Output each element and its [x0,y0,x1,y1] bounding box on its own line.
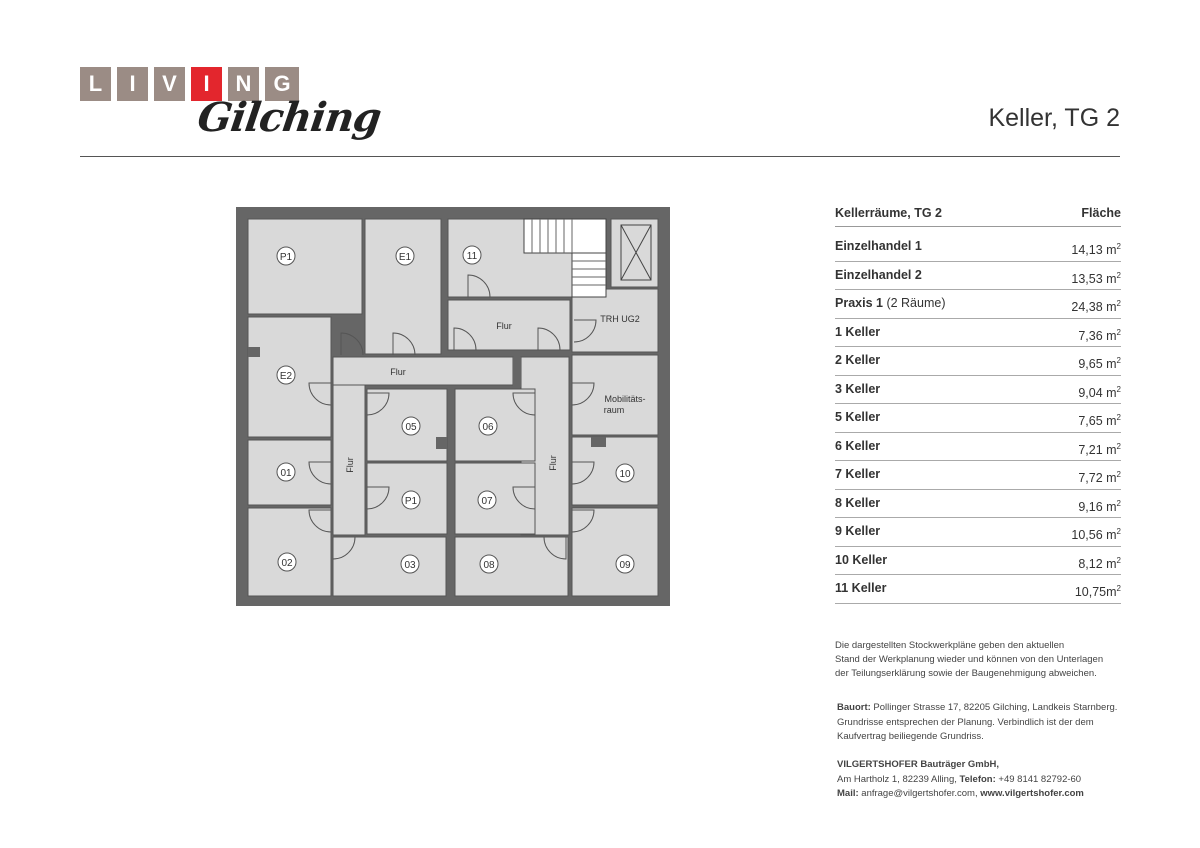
room-02 [248,508,331,596]
area-unit-exponent: 2 [1116,470,1121,479]
mobility-label: Mobilitäts- [604,394,646,404]
table-row [835,490,1121,519]
area-unit-exponent: 2 [1116,413,1121,422]
area-unit-exponent: 2 [1116,299,1121,308]
svg-text:06: 06 [482,422,494,433]
room-name: Praxis 1 [835,296,883,310]
phone-number[interactable]: +49 8141 82792-60 [995,773,1082,785]
room-name: 11 Keller [835,581,887,595]
disclaimer-line: der Teilungserklärung sowie der Baugenehmigung abweichen. [835,668,1097,679]
floor-plan [236,207,670,606]
email-link[interactable]: anfrage@vilgertshofer.com, [858,788,981,799]
svg-text:05: 05 [405,422,417,433]
room-name: 3 Keller [835,381,881,396]
stairs-right [572,253,606,297]
svg-text:03: 03 [404,560,416,571]
bauort-text: Pollinger Strasse 17, 82205 Gilching, Landkeis Starnberg. [870,702,1118,713]
logo-letter: L [80,67,111,101]
stairs-top [524,219,606,253]
svg-text:P1: P1 [404,496,418,507]
room-label [463,246,481,264]
table-row [835,262,1121,291]
room-area: 13,53 m [1071,271,1117,286]
phone-label: Telefon: [959,773,996,785]
area-unit-exponent: 2 [1116,384,1121,394]
bauort-text: Kaufvertrag beiliegende Grundriss. [837,731,984,742]
table-row [835,547,1121,576]
room-name: 8 Keller [835,495,881,510]
room-label [278,553,296,571]
room-area: 8,12 m [1078,556,1117,571]
room-name: Einzelhandel 2 [835,267,922,282]
svg-text:11: 11 [466,251,478,262]
table-row [835,376,1121,405]
table-row [835,290,1121,319]
logo-letter: I [191,67,222,101]
flur-label: Flur [548,455,558,471]
bauort-text: Grundrisse entsprechen der Planung. Verbindlich ist der dem [837,716,1094,728]
room-name: Einzelhandel 1 [835,239,922,253]
room-area: 7,36 m [1078,328,1117,343]
area-unit-exponent: 2 [1116,498,1121,508]
company-address: Am Hartholz 1, 82239 Alling, [837,773,960,785]
header-area: Fläche [1081,206,1121,220]
room-label [402,417,420,435]
room-name: 9 Keller [835,524,881,538]
area-unit-exponent: 2 [1116,555,1121,565]
room-name: 10 Keller [835,552,888,567]
room-area: 9,65 m [1078,357,1117,372]
logo-script: Gilching [194,94,384,141]
table-row [835,233,1121,262]
area-unit-exponent: 2 [1116,270,1121,280]
page-title: Keller, TG 2 [988,104,1120,132]
room-name: 5 Keller [835,410,881,424]
svg-text:02: 02 [281,558,293,569]
room-area: 7,21 m [1078,442,1117,457]
room-label [396,247,414,265]
room-area: 9,04 m [1078,385,1117,400]
company-info [837,758,1137,802]
room-name: 1 Keller [835,324,881,339]
room-10 [572,437,658,505]
svg-text:07: 07 [481,496,493,507]
area-unit-exponent: 2 [1116,242,1121,251]
table-row [835,404,1121,433]
svg-text:10: 10 [619,469,631,480]
disclaimer-line: Die dargestellten Stockwerkpläne geben den aktuellen [835,640,1065,651]
room-area: 24,38 m [1071,300,1117,315]
room-area: 10,75m [1074,585,1117,600]
table-row [835,433,1121,462]
room-name: 2 Keller [835,353,881,367]
room-label [401,555,419,573]
mobility-label: raum [603,405,625,415]
table-header [835,200,1121,227]
room-p1-top [248,219,362,314]
room-name: 7 Keller [835,467,881,481]
room-e1 [365,219,441,354]
flur-label: Flur [390,367,406,377]
room-label [480,555,498,573]
bauort-label: Bauort: [837,702,871,713]
area-unit-exponent: 2 [1116,356,1121,365]
room-label [402,491,420,509]
area-unit-exponent: 2 [1116,327,1121,337]
room-09 [572,508,658,596]
svg-text:P1: P1 [279,252,293,263]
logo-letter: I [117,67,148,101]
area-unit-exponent: 2 [1116,441,1121,451]
room-suffix: (2 Räume) [882,296,946,310]
room-label [616,464,634,482]
header-rooms: Kellerräume, TG 2 [835,206,942,220]
svg-text:01: 01 [280,468,292,479]
room-area: 9,16 m [1078,499,1117,514]
area-table [835,200,1121,604]
room-name: 6 Keller [835,438,881,453]
svg-text:09: 09 [619,560,631,571]
room-label [277,463,295,481]
table-row [835,518,1121,547]
room-area: 7,72 m [1078,471,1117,486]
corridor-horizontal [333,357,513,385]
disclaimer-line: Stand der Werkplanung wieder und können von den Unterlagen [835,654,1104,665]
table-row [835,461,1121,490]
room-label [277,247,295,265]
table-row [835,575,1121,604]
logo-letter: V [154,67,185,101]
svg-text:E2: E2 [279,371,293,382]
company-name: VILGERTSHOFER Bauträger GmbH, [837,759,1000,770]
room-label [616,555,634,573]
table-row [835,347,1121,376]
room-03 [333,537,446,596]
room-label [478,491,496,509]
living-gilching-logo [80,67,384,147]
table-row [835,319,1121,348]
room-area: 14,13 m [1071,243,1117,258]
room-label [277,366,295,384]
svg-text:08: 08 [483,560,495,571]
logo-letter: N [228,67,259,101]
logo-letter: G [265,67,299,101]
room-area: 7,65 m [1078,414,1117,429]
header-divider [80,156,1120,157]
bauort-info [837,701,1137,745]
trh-label: TRH UG2 [600,314,640,324]
mail-label: Mail: [837,788,859,799]
disclaimer [835,639,1135,681]
area-unit-exponent: 2 [1116,584,1121,593]
svg-text:E1: E1 [398,252,412,263]
website-link[interactable]: www.vilgertshofer.com [980,788,1084,799]
room-label [479,417,497,435]
flur-label: Flur [345,457,355,473]
room-08 [455,537,568,596]
area-unit-exponent: 2 [1116,527,1121,536]
room-area: 10,56 m [1071,528,1117,543]
flur-label: Flur [496,321,512,331]
